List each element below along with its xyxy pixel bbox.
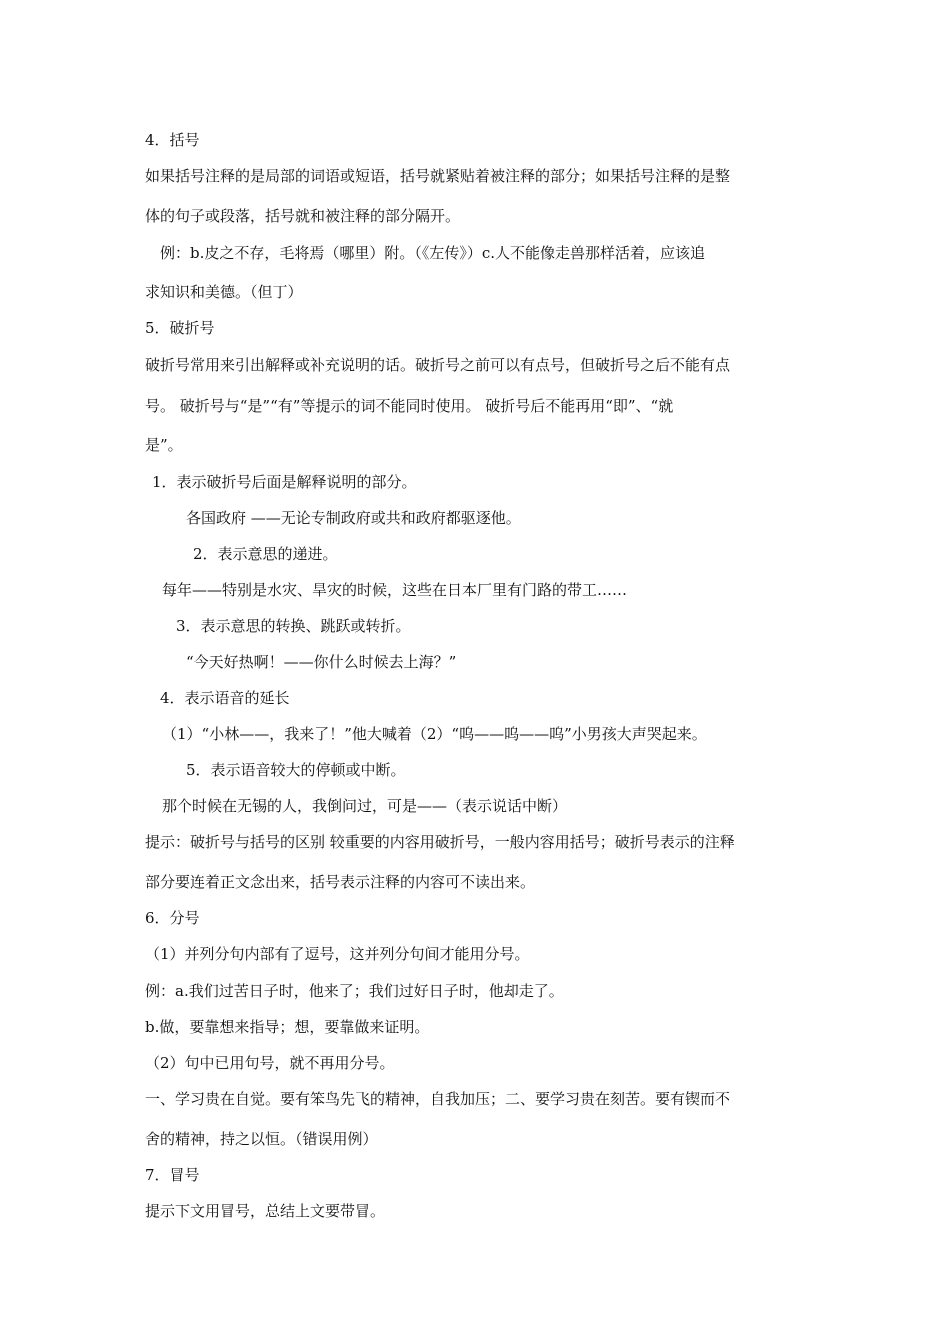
example-line: 每年——特别是水灾、旱灾的时候，这些在日本厂里有门路的带工…… [162, 581, 628, 599]
list-item: 1．表示破折号后面是解释说明的部分。 [152, 473, 417, 491]
section-heading-colon: 7．冒号 [145, 1166, 200, 1184]
example-line: 求知识和美德。（但丁） [145, 283, 303, 301]
example-line: （1）“小林——，我来了！”他大喊着（2）“呜——呜——呜”小男孩大声哭起来。 [162, 725, 707, 743]
example-line: 各国政府 ——无论专制政府或共和政府都驱逐他。 [186, 509, 521, 527]
rule-line: （2）句中已用句号，就不再用分号。 [145, 1054, 395, 1072]
paragraph-line: 体的句子或段落，括号就和被注释的部分隔开。 [145, 207, 461, 225]
rule-line: （1）并列分句内部有了逗号，这并列分句间才能用分号。 [145, 945, 530, 963]
tip-line: 提示：破折号与括号的区别 较重要的内容用破折号，一般内容用括号；破折号表示的注释 [145, 833, 735, 851]
list-item: 2．表示意思的递进。 [193, 545, 338, 563]
example-line: 那个时候在无锡的人，我倒问过，可是——（表示说话中断） [162, 797, 568, 815]
example-line: 例：a.我们过苦日子时，他来了；我们过好日子时，他却走了。 [145, 982, 564, 1000]
paragraph-line: 提示下文用冒号，总结上文要带冒。 [145, 1202, 386, 1220]
example-line: 舍的精神，持之以恒。（错误用例） [145, 1130, 378, 1148]
example-line: “今天好热啊！——你什么时候去上海？” [186, 653, 457, 671]
tip-line: 部分要连着正文念出来，括号表示注释的内容可不读出来。 [145, 873, 536, 891]
list-item: 4．表示语音的延长 [160, 689, 290, 707]
paragraph-line: 号。 破折号与“是”“有”等提示的词不能同时使用。 破折号后不能再用“即”、“就 [145, 397, 674, 415]
example-line: 一、学习贵在自觉。要有笨鸟先飞的精神，自我加压；二、要学习贵在刻苦。要有锲而不 [145, 1090, 731, 1108]
section-heading-brackets: 4．括号 [145, 131, 200, 149]
paragraph-line: 如果括号注释的是局部的词语或短语，括号就紧贴着被注释的部分；如果括号注释的是整 [145, 167, 731, 185]
paragraph-line: 破折号常用来引出解释或补充说明的话。破折号之前可以有点号，但破折号之后不能有点 [145, 356, 731, 374]
example-line: b.做，要靠想来指导；想，要靠做来证明。 [145, 1018, 430, 1036]
example-line: 例：b.皮之不存，毛将焉（哪里）附。（《左传》）c.人不能像走兽那样活着，应该追 [160, 244, 706, 262]
paragraph-line: 是”。 [145, 436, 183, 454]
list-item: 5．表示语音较大的停顿或中断。 [186, 761, 406, 779]
section-heading-dash: 5．破折号 [145, 319, 215, 337]
section-heading-semicolon: 6．分号 [145, 909, 200, 927]
list-item: 3．表示意思的转换、跳跃或转折。 [176, 617, 411, 635]
